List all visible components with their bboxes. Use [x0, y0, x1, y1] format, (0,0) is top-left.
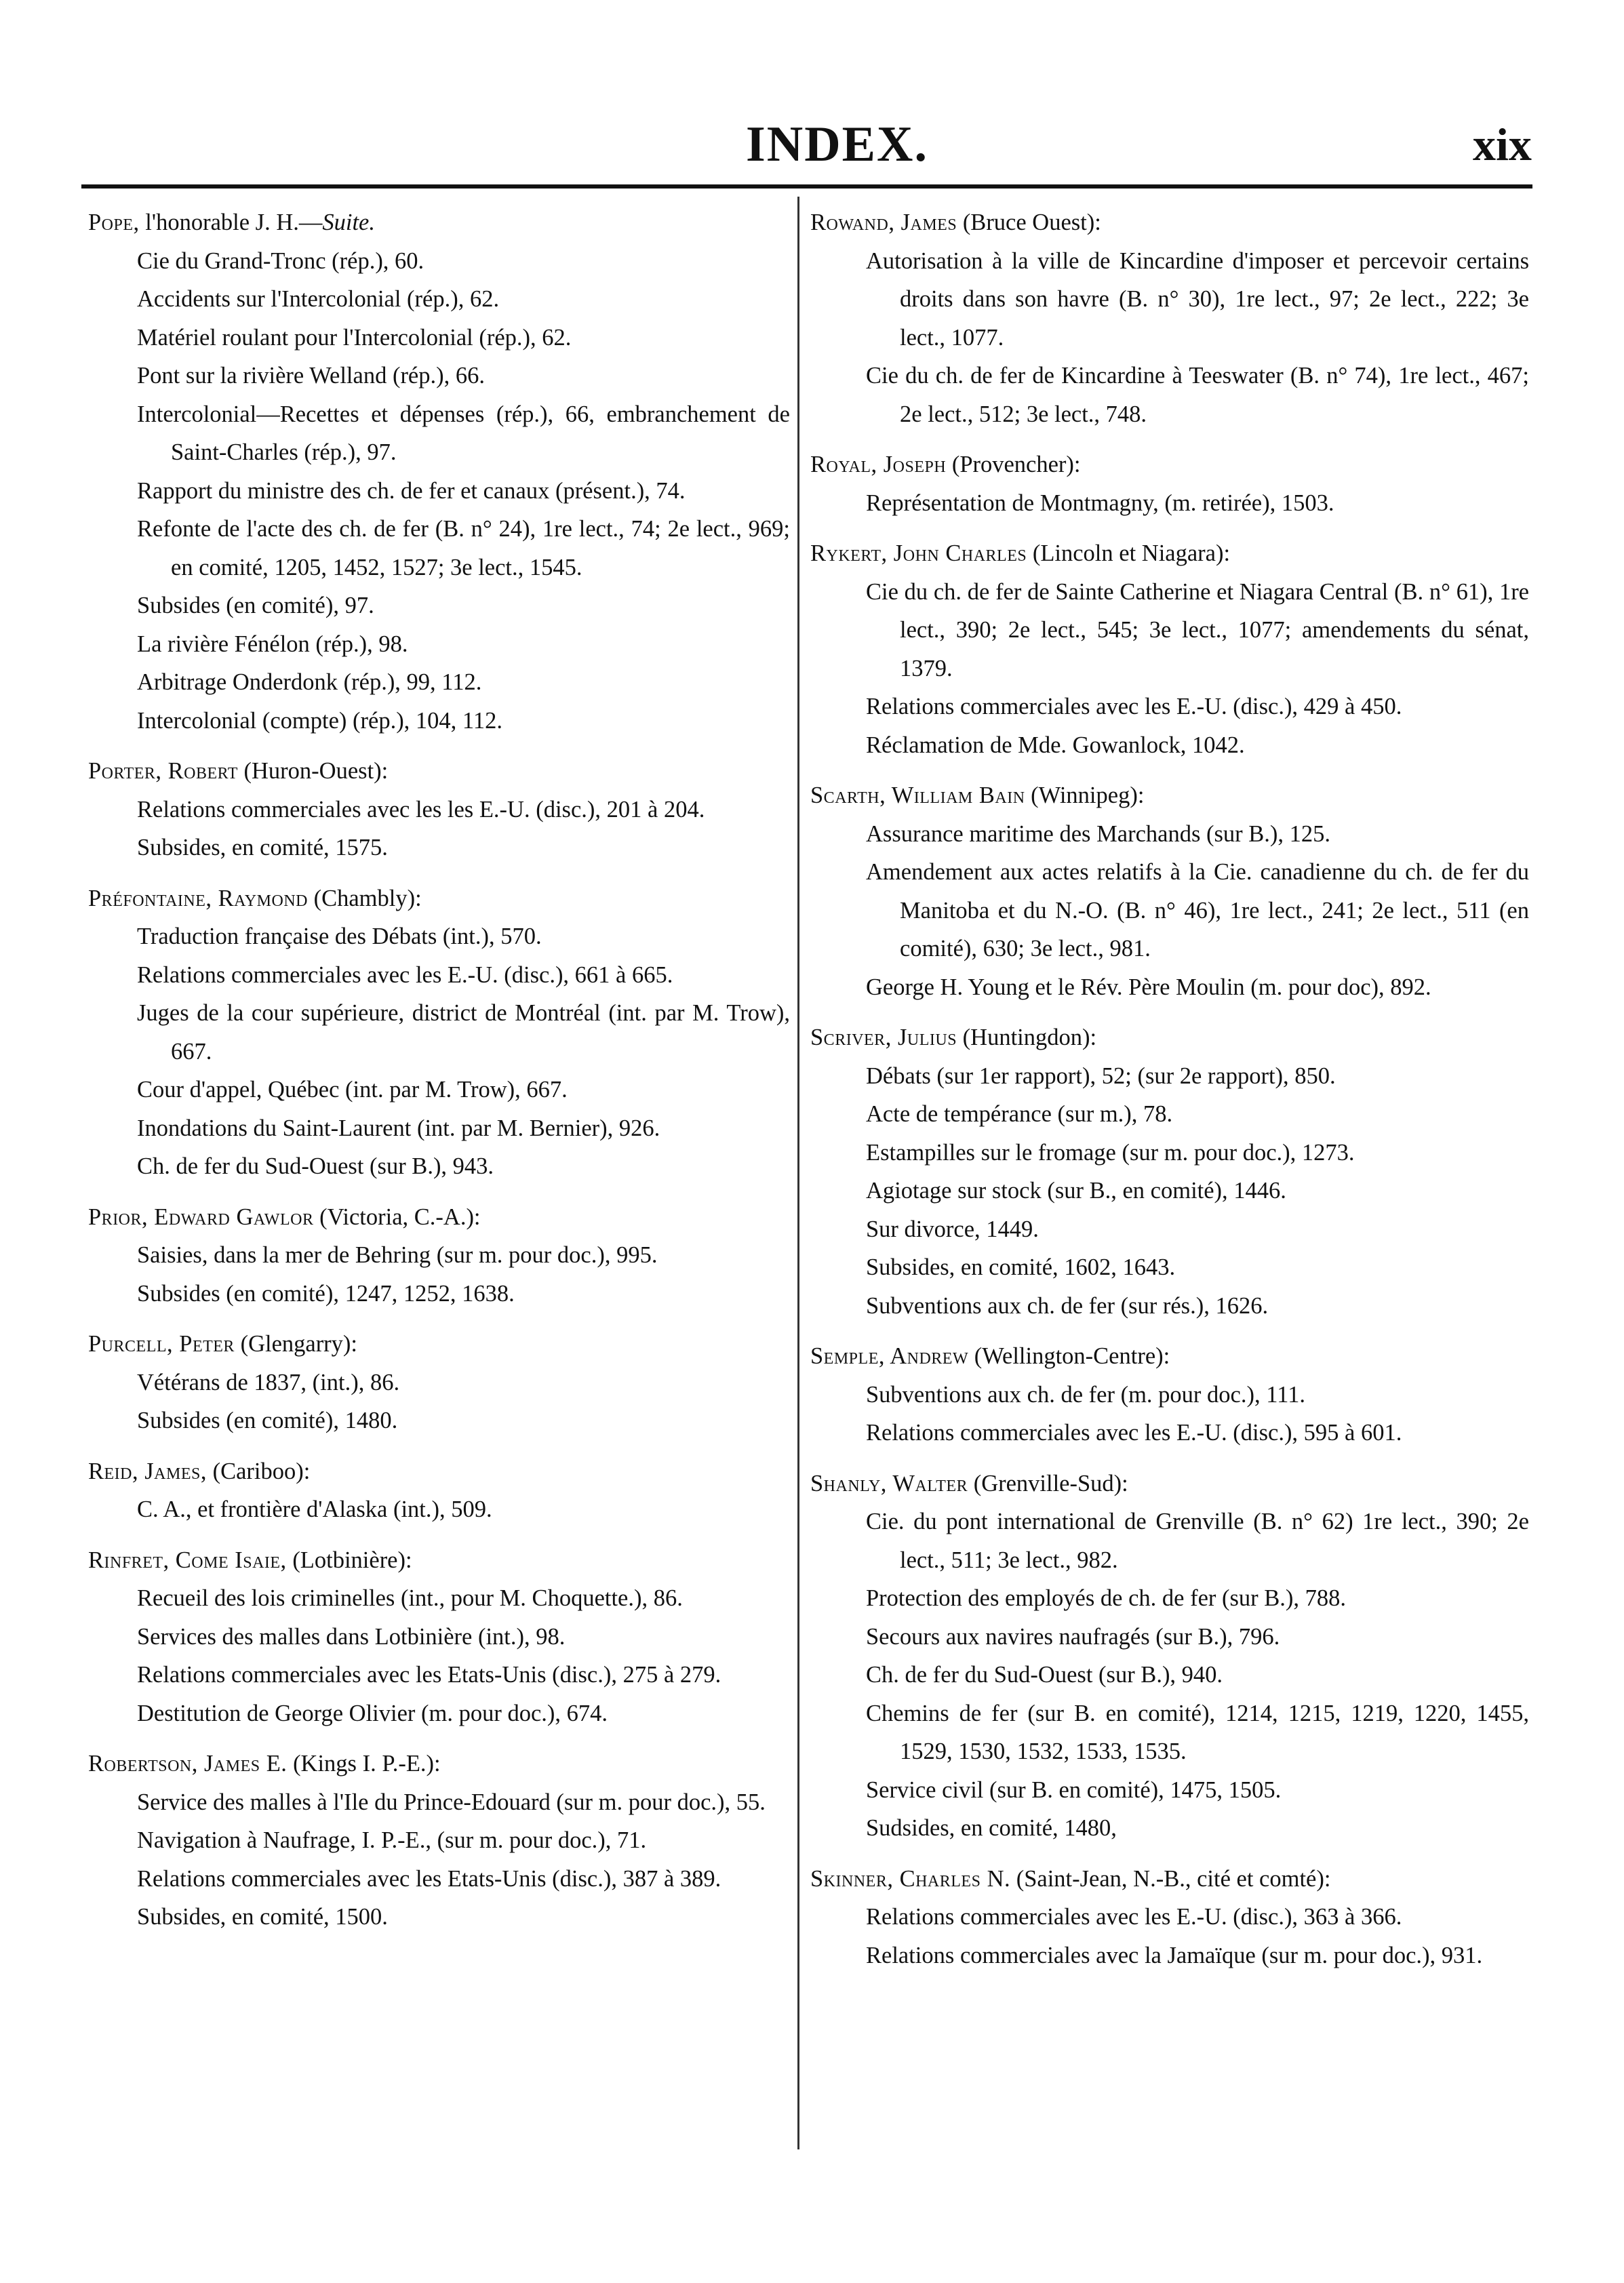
member-name: Rinfret, Come Isaie, — [88, 1547, 287, 1573]
entry-item: Autorisation à la ville de Kincardine d'imposer et percevoir certains droits dans son havre (B. n° 30), 1re lect., 97; 2e lect., 222; 3e lect., 1077. — [866, 247, 1529, 351]
index-entry — [88, 1745, 790, 1937]
header-rule — [81, 184, 1532, 188]
entry-item: Refonte de l'acte des ch. de fer (B. n° 24), 1re lect., 74; 2e lect., 969; en comité, 1205, 1452, 1527; 3e lect., 1545. — [137, 516, 790, 580]
entry-item: Pont sur la rivière Welland (rép.), 66. — [137, 363, 485, 389]
member-detail: (Bruce Ouest): — [957, 210, 1101, 235]
entry-item: Recueil des lois criminelles (int., pour M. Choquette.), 86. — [137, 1585, 683, 1611]
index-entry — [88, 1325, 790, 1440]
entry-item: Estampilles sur le fromage (sur m. pour doc.), 1273. — [866, 1139, 1355, 1166]
entry-item: Relations commerciales avec les E.-U. (disc.), 661 à 665. — [137, 961, 673, 988]
member-name: Scarth, William Bain — [810, 782, 1025, 808]
member-name: Shanly, Walter — [810, 1470, 968, 1496]
entry-item: Ch. de fer du Sud-Ouest (sur B.), 940. — [866, 1662, 1223, 1688]
entry-item: Relations commerciales avec les E.-U. (disc.), 429 à 450. — [866, 694, 1402, 719]
index-entry — [810, 445, 1529, 522]
entry-item: George H. Young et le Rév. Père Moulin (m. pour doc), 892. — [866, 974, 1431, 1000]
entry-heading — [810, 1018, 1529, 1057]
entry-item: Rapport du ministre des ch. de fer et canaux (présent.), 74. — [137, 477, 686, 504]
entry-item: Juges de la cour supérieure, district de Montréal (int. par M. Trow), 667. — [137, 1000, 790, 1065]
member-detail: (Huron-Ouest): — [237, 758, 389, 784]
entry-item: Subventions aux ch. de fer (sur rés.), 1626. — [866, 1292, 1269, 1319]
member-name: Préfontaine, Raymond — [88, 885, 308, 911]
member-detail: (Chambly): — [307, 885, 422, 911]
entry-heading — [810, 776, 1529, 815]
entry-heading — [88, 203, 790, 242]
member-name: Skinner, Charles N. — [810, 1865, 1011, 1892]
entry-item: Relations commerciales avec les Etats-Unis (disc.), 275 à 279. — [137, 1662, 721, 1688]
entry-heading — [810, 1860, 1529, 1899]
suite-marker: Suite. — [322, 210, 375, 235]
entry-item: Représentation de Montmagny, (m. retirée), 1503. — [866, 490, 1334, 516]
index-entry — [810, 776, 1529, 1006]
entry-item: Cie du ch. de fer de Sainte Catherine et Niagara Central (B. n° 61), 1re lect., 390; 2e lect., 545; 3e lect., 1077; amendements du sénat, 1379. — [866, 578, 1529, 681]
entry-item: C. A., et frontière d'Alaska (int.), 509. — [137, 1496, 492, 1522]
entry-heading — [810, 534, 1529, 573]
page-header — [0, 102, 1624, 176]
entry-item: Secours aux navires naufragés (sur B.), 796. — [866, 1623, 1280, 1650]
entry-item: Cie du ch. de fer de Kincardine à Teeswater (B. n° 74), 1re lect., 467; 2e lect., 512; 3e lect., 748. — [866, 363, 1529, 427]
entry-item: Arbitrage Onderdonk (rép.), 99, 112. — [137, 669, 482, 695]
entry-item: Traduction française des Débats (int.), 570. — [137, 924, 542, 949]
entry-heading — [810, 445, 1529, 484]
entry-item: Vétérans de 1837, (int.), 86. — [137, 1369, 400, 1395]
entry-item: Protection des employés de ch. de fer (sur B.), 788. — [866, 1585, 1347, 1611]
entry-item: Agiotage sur stock (sur B., en comité), 1446. — [866, 1178, 1286, 1204]
index-entry — [88, 752, 790, 867]
index-entry — [810, 1860, 1529, 1975]
entry-item: Accidents sur l'Intercolonial (rép.), 62. — [137, 286, 500, 312]
entry-item: Réclamation de Mde. Gowanlock, 1042. — [866, 732, 1245, 758]
entry-item: Subsides, en comité, 1575. — [137, 835, 388, 860]
member-detail: (Huntingdon): — [957, 1025, 1097, 1050]
member-detail: (Lotbinière): — [286, 1547, 412, 1573]
member-name: Porter, Robert — [88, 758, 238, 784]
member-detail: l'honorable J. H.— — [139, 210, 323, 235]
entry-item: Sudsides, en comité, 1480, — [866, 1815, 1117, 1841]
entry-heading — [810, 203, 1529, 242]
member-name: Pope, — [88, 210, 140, 235]
entry-item: Ch. de fer du Sud-Ouest (sur B.), 943. — [137, 1153, 494, 1179]
entry-item: Service des malles à l'Ile du Prince-Edouard (sur m. pour doc.), 55. — [137, 1789, 766, 1815]
member-name: Rykert, John Charles — [810, 540, 1027, 566]
entry-item: Débats (sur 1er rapport), 52; (sur 2e rapport), 850. — [866, 1063, 1336, 1089]
index-entry — [810, 203, 1529, 433]
member-detail: (Provencher): — [946, 452, 1081, 477]
entry-item: Relations commerciales avec la Jamaïque (sur m. pour doc.), 931. — [866, 1942, 1483, 1968]
member-name: Rowand, James — [810, 210, 957, 235]
entry-item: Cie. du pont international de Grenville (B. n° 62) 1re lect., 390; 2e lect., 511; 3e lect., 982. — [866, 1509, 1529, 1573]
entry-heading — [88, 1745, 790, 1783]
index-entry — [88, 1541, 790, 1733]
member-name: Royal, Joseph — [810, 452, 947, 477]
member-detail: (Kings I. P.-E.): — [287, 1751, 441, 1776]
entry-item: Relations commerciales avec les les E.-U. (disc.), 201 à 204. — [137, 796, 705, 822]
index-entry — [88, 1198, 790, 1313]
index-column-left — [88, 203, 790, 1949]
entry-item: Relations commerciales avec les E.-U. (disc.), 363 à 366. — [866, 1904, 1402, 1930]
index-entry — [88, 1452, 790, 1529]
member-detail: (Saint-Jean, N.-B., cité et comté): — [1010, 1865, 1331, 1892]
member-name: Robertson, James E. — [88, 1751, 288, 1776]
entry-heading — [88, 1452, 790, 1491]
page-number: xix — [1473, 119, 1532, 170]
member-name: Purcell, Peter — [88, 1331, 235, 1357]
entry-heading — [88, 879, 790, 918]
entry-item: Subsides (en comité), 1247, 1252, 1638. — [137, 1280, 515, 1307]
entry-item: Saisies, dans la mer de Behring (sur m. pour doc.), 995. — [137, 1242, 658, 1268]
entry-item: Amendement aux actes relatifs à la Cie. canadienne du ch. de fer du Manitoba et du N.-O. (B. n° 46), 1re lect., 241; 2e lect., 511 (en comité), 630; 3e lect., 981. — [866, 859, 1529, 961]
index-entry — [810, 1337, 1529, 1452]
entry-item: Intercolonial—Recettes et dépenses (rép.), 66, embranchement de Saint-Charles (rép.), 97. — [137, 401, 790, 465]
entry-item: Subsides, en comité, 1500. — [137, 1904, 388, 1930]
index-entry — [88, 203, 790, 740]
entry-item: Services des malles dans Lotbinière (int.), 98. — [137, 1623, 566, 1650]
member-name: Prior, Edward Gawlor — [88, 1204, 314, 1230]
member-name: Scriver, Julius — [810, 1025, 957, 1050]
entry-heading — [88, 1325, 790, 1364]
entry-item: Subventions aux ch. de fer (m. pour doc.), 111. — [866, 1381, 1306, 1408]
index-entry — [88, 879, 790, 1186]
member-detail: (Winnipeg): — [1025, 782, 1145, 808]
member-detail: (Wellington-Centre): — [968, 1343, 1170, 1369]
index-entry — [810, 1465, 1529, 1848]
entry-item: Service civil (sur B. en comité), 1475, 1505. — [866, 1776, 1282, 1803]
entry-item: La rivière Fénélon (rép.), 98. — [137, 631, 408, 657]
entry-item: Matériel roulant pour l'Intercolonial (rép.), 62. — [137, 324, 572, 351]
index-entry — [810, 1018, 1529, 1325]
entry-item: Cour d'appel, Québec (int. par M. Trow), 667. — [137, 1077, 568, 1103]
member-detail: (Lincoln et Niagara): — [1027, 540, 1231, 566]
entry-item: Cie du Grand-Tronc (rép.), 60. — [137, 247, 424, 274]
entry-item: Subsides (en comité), 97. — [137, 593, 374, 618]
entry-item: Subsides, en comité, 1602, 1643. — [866, 1254, 1176, 1280]
entry-heading — [810, 1465, 1529, 1503]
member-name: Semple, Andrew — [810, 1343, 969, 1369]
entry-item: Navigation à Naufrage, I. P.-E., (sur m. pour doc.), 71. — [137, 1827, 647, 1853]
member-detail: (Cariboo): — [206, 1458, 311, 1484]
column-divider — [797, 197, 799, 2149]
entry-heading — [88, 752, 790, 791]
member-detail: (Glengarry): — [234, 1331, 357, 1357]
index-column-right — [810, 203, 1529, 1987]
entry-item: Inondations du Saint-Laurent (int. par M. Bernier), 926. — [137, 1115, 660, 1141]
member-name: Reid, James, — [88, 1458, 207, 1484]
entry-item: Chemins de fer (sur B. en comité), 1214, 1215, 1219, 1220, 1455, 1529, 1530, 1532, 1533, 1535. — [866, 1700, 1529, 1764]
entry-heading — [88, 1541, 790, 1580]
entry-item: Assurance maritime des Marchands (sur B.), 125. — [866, 820, 1331, 847]
entry-item: Relations commerciales avec les Etats-Unis (disc.), 387 à 389. — [137, 1865, 721, 1892]
entry-item: Acte de tempérance (sur m.), 78. — [866, 1101, 1173, 1127]
member-detail: (Victoria, C.-A.): — [313, 1204, 481, 1230]
entry-item: Intercolonial (compte) (rép.), 104, 112. — [137, 707, 503, 734]
page-title: INDEX. — [746, 117, 928, 172]
member-detail: (Grenville-Sud): — [968, 1470, 1128, 1496]
index-entry — [810, 534, 1529, 764]
entry-item: Subsides (en comité), 1480. — [137, 1408, 398, 1433]
entry-heading — [88, 1198, 790, 1237]
entry-item: Sur divorce, 1449. — [866, 1216, 1039, 1242]
entry-heading — [810, 1337, 1529, 1376]
entry-item: Destitution de George Olivier (m. pour doc.), 674. — [137, 1700, 608, 1726]
entry-item: Relations commerciales avec les E.-U. (disc.), 595 à 601. — [866, 1420, 1402, 1446]
